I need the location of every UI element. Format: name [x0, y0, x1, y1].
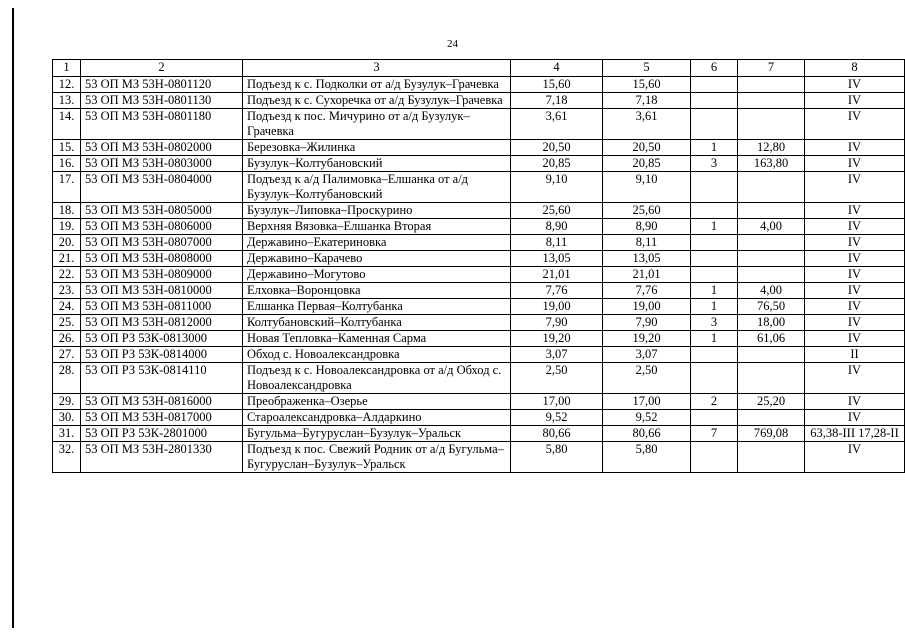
- length-cell: 17,00: [511, 394, 603, 410]
- bridge-length-cell: [738, 109, 805, 140]
- category-cell: IV: [805, 109, 905, 140]
- row-number-cell: 27.: [53, 347, 81, 363]
- length-paved-cell: 17,00: [603, 394, 691, 410]
- bridge-count-cell: 1: [691, 299, 738, 315]
- table-row: [53, 109, 905, 140]
- category-cell: IV: [805, 251, 905, 267]
- bridge-length-cell: [738, 77, 805, 93]
- length-paved-cell: 7,18: [603, 93, 691, 109]
- table-row: [53, 442, 905, 473]
- header-cell-col5: 5: [603, 60, 691, 77]
- bridge-count-cell: [691, 203, 738, 219]
- bridge-length-cell: 769,08: [738, 426, 805, 442]
- length-paved-cell: 25,60: [603, 203, 691, 219]
- length-cell: 9,10: [511, 172, 603, 203]
- row-number-cell: 18.: [53, 203, 81, 219]
- bridge-count-cell: [691, 347, 738, 363]
- road-id-cell: 53 ОП МЗ 53Н-0802000: [81, 140, 243, 156]
- bridge-count-cell: 1: [691, 140, 738, 156]
- roads-table: [52, 59, 905, 473]
- length-paved-cell: 13,05: [603, 251, 691, 267]
- row-number-cell: 24.: [53, 299, 81, 315]
- category-cell: IV: [805, 299, 905, 315]
- row-number-cell: 23.: [53, 283, 81, 299]
- length-cell: 20,85: [511, 156, 603, 172]
- bridge-length-cell: [738, 347, 805, 363]
- length-paved-cell: 8,90: [603, 219, 691, 235]
- category-cell: IV: [805, 140, 905, 156]
- road-id-cell: 53 ОП МЗ 53Н-0805000: [81, 203, 243, 219]
- bridge-count-cell: [691, 410, 738, 426]
- length-paved-cell: 2,50: [603, 363, 691, 394]
- row-number-cell: 29.: [53, 394, 81, 410]
- road-name-cell: Елшанка Первая–Колтубанка: [243, 299, 511, 315]
- bridge-count-cell: [691, 172, 738, 203]
- length-cell: 15,60: [511, 77, 603, 93]
- category-cell: IV: [805, 283, 905, 299]
- road-id-cell: 53 ОП МЗ 53Н-0801120: [81, 77, 243, 93]
- category-cell: IV: [805, 363, 905, 394]
- table-row: [53, 235, 905, 251]
- row-number-cell: 19.: [53, 219, 81, 235]
- length-cell: 3,07: [511, 347, 603, 363]
- road-name-cell: Новая Тепловка–Каменная Сарма: [243, 331, 511, 347]
- length-paved-cell: 3,07: [603, 347, 691, 363]
- category-cell: IV: [805, 203, 905, 219]
- road-id-cell: 53 ОП МЗ 53Н-0817000: [81, 410, 243, 426]
- row-number-cell: 32.: [53, 442, 81, 473]
- length-cell: 3,61: [511, 109, 603, 140]
- row-number-cell: 25.: [53, 315, 81, 331]
- length-cell: 9,52: [511, 410, 603, 426]
- bridge-length-cell: 61,06: [738, 331, 805, 347]
- table-row: [53, 219, 905, 235]
- length-paved-cell: 20,50: [603, 140, 691, 156]
- bridge-length-cell: [738, 251, 805, 267]
- category-cell: IV: [805, 172, 905, 203]
- road-id-cell: 53 ОП РЗ 53К-2801000: [81, 426, 243, 442]
- row-number-cell: 28.: [53, 363, 81, 394]
- bridge-length-cell: 4,00: [738, 219, 805, 235]
- category-cell: IV: [805, 267, 905, 283]
- road-name-cell: Верхняя Вязовка–Елшанка Вторая: [243, 219, 511, 235]
- bridge-count-cell: 2: [691, 394, 738, 410]
- bridge-length-cell: 4,00: [738, 283, 805, 299]
- road-id-cell: 53 ОП МЗ 53Н-0806000: [81, 219, 243, 235]
- length-cell: 13,05: [511, 251, 603, 267]
- length-paved-cell: 19,00: [603, 299, 691, 315]
- road-name-cell: Подъезд к а/д Палимовка–Елшанка от а/д Бузулук–Колтубановский: [243, 172, 511, 203]
- road-id-cell: 53 ОП МЗ 53Н-0808000: [81, 251, 243, 267]
- row-number-cell: 31.: [53, 426, 81, 442]
- road-name-cell: Преображенка–Озерье: [243, 394, 511, 410]
- header-cell-col4: 4: [511, 60, 603, 77]
- length-paved-cell: 9,10: [603, 172, 691, 203]
- category-cell: IV: [805, 331, 905, 347]
- length-paved-cell: 7,76: [603, 283, 691, 299]
- table-row: [53, 77, 905, 93]
- length-cell: 8,90: [511, 219, 603, 235]
- road-id-cell: 53 ОП МЗ 53Н-0816000: [81, 394, 243, 410]
- header-cell-col3: 3: [243, 60, 511, 77]
- category-cell: IV: [805, 219, 905, 235]
- left-margin-rule: [12, 8, 14, 628]
- bridge-length-cell: 76,50: [738, 299, 805, 315]
- row-number-cell: 21.: [53, 251, 81, 267]
- bridge-length-cell: 25,20: [738, 394, 805, 410]
- row-number-cell: 26.: [53, 331, 81, 347]
- bridge-length-cell: [738, 363, 805, 394]
- table-row: [53, 251, 905, 267]
- row-number-cell: 14.: [53, 109, 81, 140]
- bridge-count-cell: 3: [691, 315, 738, 331]
- road-name-cell: Староалександровка–Алдаркино: [243, 410, 511, 426]
- length-paved-cell: 19,20: [603, 331, 691, 347]
- bridge-count-cell: 1: [691, 219, 738, 235]
- bridge-count-cell: 1: [691, 283, 738, 299]
- bridge-length-cell: [738, 172, 805, 203]
- length-cell: 7,90: [511, 315, 603, 331]
- table-row: [53, 203, 905, 219]
- header-cell-col2: 2: [81, 60, 243, 77]
- header-row: [53, 60, 905, 77]
- bridge-count-cell: [691, 363, 738, 394]
- table-row: [53, 156, 905, 172]
- road-id-cell: 53 ОП РЗ 53К-0814110: [81, 363, 243, 394]
- row-number-cell: 20.: [53, 235, 81, 251]
- table-row: [53, 410, 905, 426]
- bridge-count-cell: [691, 109, 738, 140]
- length-paved-cell: 20,85: [603, 156, 691, 172]
- table-body: [53, 77, 905, 473]
- bridge-length-cell: [738, 93, 805, 109]
- road-name-cell: Подъезд к с. Сухоречка от а/д Бузулук–Грачевка: [243, 93, 511, 109]
- road-id-cell: 53 ОП МЗ 53Н-0807000: [81, 235, 243, 251]
- bridge-count-cell: 1: [691, 331, 738, 347]
- length-cell: 80,66: [511, 426, 603, 442]
- row-number-cell: 22.: [53, 267, 81, 283]
- road-id-cell: 53 ОП МЗ 53Н-0804000: [81, 172, 243, 203]
- length-cell: 2,50: [511, 363, 603, 394]
- bridge-length-cell: 18,00: [738, 315, 805, 331]
- length-cell: 19,20: [511, 331, 603, 347]
- category-cell: IV: [805, 315, 905, 331]
- header-cell-col6: 6: [691, 60, 738, 77]
- road-name-cell: Березовка–Жилинка: [243, 140, 511, 156]
- road-name-cell: Подъезд к пос. Мичурино от а/д Бузулук–Грачевка: [243, 109, 511, 140]
- road-id-cell: 53 ОП МЗ 53Н-0801180: [81, 109, 243, 140]
- road-name-cell: Бузулук–Колтубановский: [243, 156, 511, 172]
- road-name-cell: Державино–Екатериновка: [243, 235, 511, 251]
- length-cell: 20,50: [511, 140, 603, 156]
- category-cell: IV: [805, 442, 905, 473]
- table-row: [53, 331, 905, 347]
- table-row: [53, 283, 905, 299]
- road-id-cell: 53 ОП МЗ 53Н-0809000: [81, 267, 243, 283]
- table-row: [53, 267, 905, 283]
- category-cell: IV: [805, 156, 905, 172]
- road-name-cell: Державино–Карачево: [243, 251, 511, 267]
- road-id-cell: 53 ОП МЗ 53Н-0812000: [81, 315, 243, 331]
- length-paved-cell: 9,52: [603, 410, 691, 426]
- road-id-cell: 53 ОП РЗ 53К-0813000: [81, 331, 243, 347]
- bridge-count-cell: [691, 235, 738, 251]
- bridge-length-cell: [738, 235, 805, 251]
- length-cell: 7,76: [511, 283, 603, 299]
- length-paved-cell: 3,61: [603, 109, 691, 140]
- length-paved-cell: 80,66: [603, 426, 691, 442]
- road-id-cell: 53 ОП МЗ 53Н-2801330: [81, 442, 243, 473]
- road-name-cell: Бузулук–Липовка–Проскурино: [243, 203, 511, 219]
- road-name-cell: Бугульма–Бугуруслан–Бузулук–Уральск: [243, 426, 511, 442]
- category-cell: IV: [805, 410, 905, 426]
- bridge-count-cell: [691, 442, 738, 473]
- road-name-cell: Подъезд к пос. Свежий Родник от а/д Бугульма–Бугуруслан–Бузулук–Уральск: [243, 442, 511, 473]
- row-number-cell: 17.: [53, 172, 81, 203]
- category-cell: 63,38-III 17,28-II: [805, 426, 905, 442]
- table-row: [53, 394, 905, 410]
- bridge-length-cell: [738, 442, 805, 473]
- bridge-count-cell: 7: [691, 426, 738, 442]
- road-name-cell: Обход с. Новоалександровка: [243, 347, 511, 363]
- header-cell-col7: 7: [738, 60, 805, 77]
- row-number-cell: 30.: [53, 410, 81, 426]
- table-row: [53, 93, 905, 109]
- table-row: [53, 363, 905, 394]
- length-cell: 7,18: [511, 93, 603, 109]
- table-row: [53, 140, 905, 156]
- table-row: [53, 315, 905, 331]
- road-id-cell: 53 ОП МЗ 53Н-0803000: [81, 156, 243, 172]
- bridge-length-cell: 12,80: [738, 140, 805, 156]
- page-number: 24: [447, 38, 458, 50]
- bridge-length-cell: [738, 203, 805, 219]
- table-row: [53, 172, 905, 203]
- bridge-count-cell: [691, 267, 738, 283]
- road-name-cell: Подъезд к с. Подколки от а/д Бузулук–Грачевка: [243, 77, 511, 93]
- category-cell: IV: [805, 235, 905, 251]
- category-cell: II: [805, 347, 905, 363]
- row-number-cell: 16.: [53, 156, 81, 172]
- road-id-cell: 53 ОП РЗ 53К-0814000: [81, 347, 243, 363]
- road-name-cell: Колтубановский–Колтубанка: [243, 315, 511, 331]
- header-cell-col1: 1: [53, 60, 81, 77]
- length-paved-cell: 21,01: [603, 267, 691, 283]
- bridge-count-cell: [691, 77, 738, 93]
- length-paved-cell: 8,11: [603, 235, 691, 251]
- length-cell: 5,80: [511, 442, 603, 473]
- header-cell-col8: 8: [805, 60, 905, 77]
- length-cell: 19,00: [511, 299, 603, 315]
- length-paved-cell: 5,80: [603, 442, 691, 473]
- length-paved-cell: 15,60: [603, 77, 691, 93]
- bridge-length-cell: 163,80: [738, 156, 805, 172]
- road-id-cell: 53 ОП МЗ 53Н-0810000: [81, 283, 243, 299]
- road-id-cell: 53 ОП МЗ 53Н-0801130: [81, 93, 243, 109]
- length-paved-cell: 7,90: [603, 315, 691, 331]
- row-number-cell: 12.: [53, 77, 81, 93]
- road-id-cell: 53 ОП МЗ 53Н-0811000: [81, 299, 243, 315]
- table-row: [53, 426, 905, 442]
- table-row: [53, 347, 905, 363]
- table-row: [53, 299, 905, 315]
- road-name-cell: Державино–Могутово: [243, 267, 511, 283]
- category-cell: IV: [805, 77, 905, 93]
- length-cell: 21,01: [511, 267, 603, 283]
- row-number-cell: 13.: [53, 93, 81, 109]
- bridge-length-cell: [738, 267, 805, 283]
- bridge-length-cell: [738, 410, 805, 426]
- road-name-cell: Елховка–Воронцовка: [243, 283, 511, 299]
- bridge-count-cell: [691, 93, 738, 109]
- category-cell: IV: [805, 93, 905, 109]
- road-name-cell: Подъезд к с. Новоалександровка от а/д Обход с. Новоалександровка: [243, 363, 511, 394]
- length-cell: 25,60: [511, 203, 603, 219]
- bridge-count-cell: [691, 251, 738, 267]
- bridge-count-cell: 3: [691, 156, 738, 172]
- category-cell: IV: [805, 394, 905, 410]
- row-number-cell: 15.: [53, 140, 81, 156]
- length-cell: 8,11: [511, 235, 603, 251]
